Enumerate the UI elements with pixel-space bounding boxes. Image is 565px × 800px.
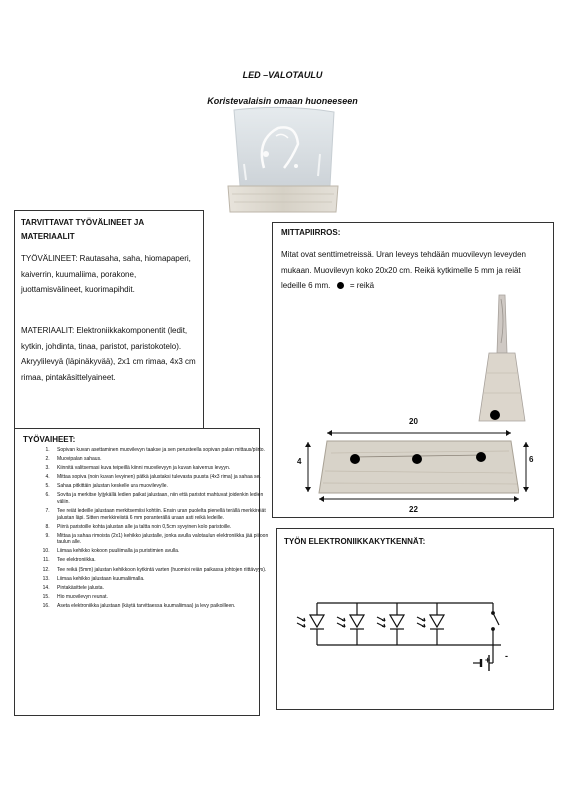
materials-text: MATERIAALIT: Elektroniikkakomponentit (ledit, kytkin, johdinta, tinaa, paristot, paristokotelo). Akryylilevyä (läpinäkyvää), 2x1 cm rimaa, 4x3 cm rimaa, pintakäsittelyaineet. — [21, 326, 196, 382]
work-step-item: 6. Sovita ja merkitse lyijykällä ledien paikat jalustaan, niin että paristot mahtuvat joidenkin ledien väliin. — [51, 492, 277, 505]
circuit-box — [276, 528, 554, 710]
work-step-item: 7. Tee reiät ledeille jalustaan merkitsemiisi kohtiin. Ensin uran puolelta pienellä terällä merkkireiät jalustan läpi. Sitten merkkireiistä 6 mm poranterällä uraan asti reikä ledeille. — [51, 508, 277, 521]
dimension-top-label: 20 — [409, 417, 418, 426]
hole-legend-icon — [337, 282, 344, 289]
document-title: LED –VALOTAULU — [242, 70, 323, 80]
circuit-heading: TYÖN ELEKTRONIIKKAKYTKENNÄT: — [284, 537, 426, 546]
work-step-item: 1. Sopivan kuvan asettaminen muovilevyn taakse ja sen perusteella sopivan palan mittaus/piirto. — [51, 447, 277, 454]
work-steps-box — [14, 428, 269, 716]
circuit-diagram — [287, 589, 507, 679]
work-step-item: 4. Mittaa sopiva (noin kuvan levyinen) pätkä jalustaksi tulevasta puusta (4x3 rima) ja sahaa se. — [51, 474, 277, 481]
battery-minus-label: - — [505, 651, 508, 661]
dimension-right-arrow — [521, 441, 534, 493]
measurement-text-main: Mitat ovat senttimetreissä. Uran leveys tehdään muovilevyn leveyden mukaan. Muovilevyn koko 20x20 cm. Reikä kytkimelle 5 mm ja reiät ledeille 6 mm. — [281, 250, 527, 290]
dimension-left-arrow — [303, 441, 313, 493]
work-step-item: 8. Piirrä paristoille kohta jalustan alle ja taltta noin 0,5cm syvyinen kolo paristoille. — [51, 524, 277, 531]
dimension-right-label: 6 — [529, 455, 534, 464]
work-step-item: 11. Tee elektroniikka. — [51, 557, 277, 564]
work-step-item: 10. Liimaa kehikko kokoon puuliimalla ja puristimien avulla. — [51, 548, 277, 555]
work-step-item: 13. Liimaa kehikko jalustaan kuumaliimalla. — [51, 576, 277, 583]
dimension-left-label: 4 — [297, 457, 302, 466]
work-step-item: 3. Kiinnitä valitsemasi kuva teipeillä kiinni muovilevyyn ja kuvan kaiverrus levyyn. — [51, 465, 277, 472]
work-step-item: 2. Muovipalan sahaus. — [51, 456, 277, 463]
side-view-photo — [475, 293, 529, 423]
work-step-item: 15. Hio muovilevyn reunat. — [51, 594, 277, 601]
work-steps-list — [17, 447, 277, 612]
measurement-heading: MITTAPIIRROS: — [281, 228, 341, 237]
tools-materials-box — [14, 210, 204, 430]
product-photo — [226, 106, 342, 218]
measurement-text — [281, 247, 547, 294]
work-step-item: 9. Mittaa ja sahaa rimoista (2x1) kehikko jalustalle, jonka avulla valotaulun elektroniikka jää piiloon taulun alle. — [51, 533, 277, 546]
battery-plus-label: + — [485, 655, 491, 665]
document-subtitle: Koristevalaisin omaan huoneeseen — [207, 96, 358, 106]
work-step-item: 14. Pintakäsittele jalusta. — [51, 585, 277, 592]
work-step-item: 12. Tee reikä (5mm) jalustan kehikkoon kytkintä varten (huomioi reiän paikassa johtojen riittävyys). — [51, 567, 277, 574]
tools-text: TYÖVÄLINEET: Rautasaha, saha, hiomapaperi, kaiverrin, kuumaliima, porakone, juottamisvälineet, kuorimapihdit. — [21, 254, 191, 294]
work-step-item: 5. Sahaa pitkittäin jalustan keskelle ura muovilevylle. — [51, 483, 277, 490]
hole-legend-text: = reikä — [349, 281, 375, 290]
work-steps-heading: TYÖVAIHEET: — [23, 435, 76, 444]
tools-materials-heading: TARVITTAVAT TYÖVÄLINEET JA MATERIAALIT — [21, 218, 144, 241]
front-view-drawing — [313, 429, 519, 503]
work-step-item: 16. Aseta elektroniikka jalustaan (käytä tarvittaessa kuumaliimaa) ja levy paikoilleen. — [51, 603, 277, 610]
measurement-box — [272, 222, 554, 518]
dimension-bottom-label: 22 — [409, 505, 418, 514]
